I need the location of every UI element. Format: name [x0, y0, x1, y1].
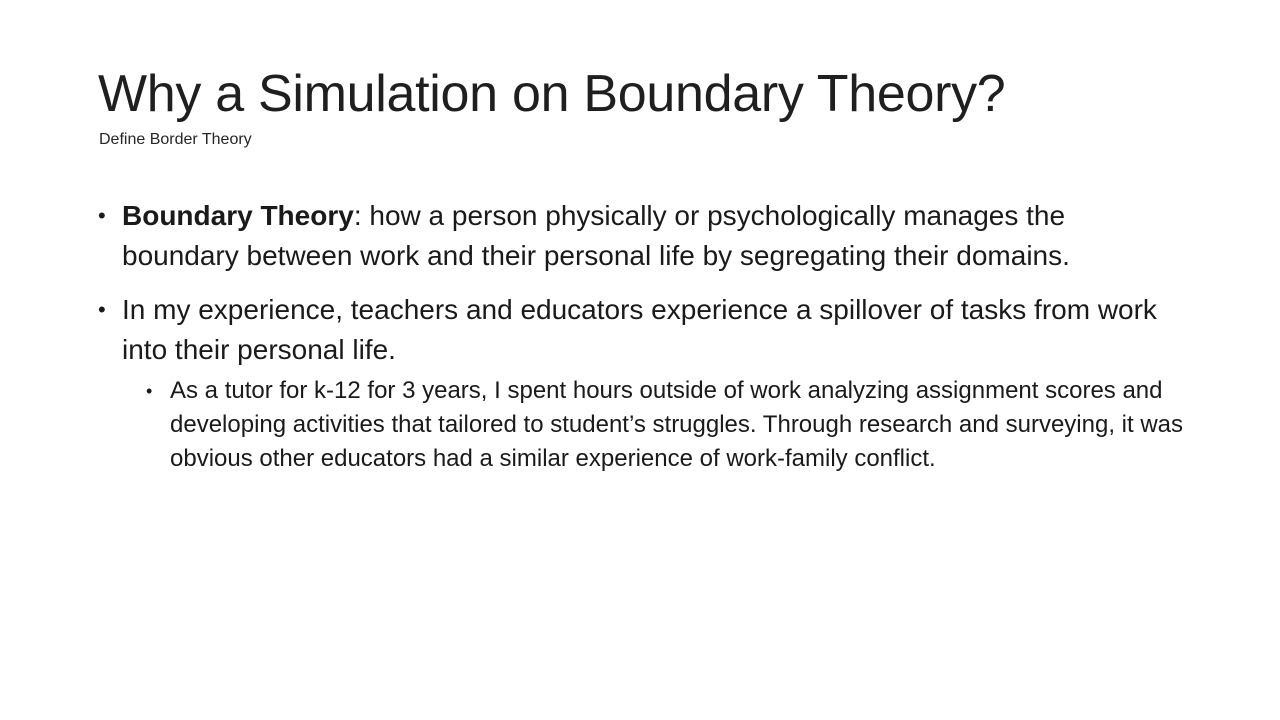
slide-title: Why a Simulation on Boundary Theory? — [98, 65, 1006, 123]
bullet-dot-icon: • — [98, 297, 106, 322]
bullet-text: In my experience, teachers and educators experience a spillover of tasks from work into their personal life. — [122, 294, 1157, 365]
slide-subtitle: Define Border Theory — [99, 131, 252, 148]
sub-bullet-dot-icon: • — [146, 381, 153, 401]
bullet-dot-icon: • — [98, 203, 106, 228]
bullet-boundary-theory — [98, 196, 1188, 276]
sub-bullet-text: As a tutor for k-12 for 3 years, I spent hours outside of work analyzing assignment scores and developing activities that tailored to student’s struggles. Through research and surveying, it was obvious other educators had a similar experience of work-family conflict. — [170, 377, 1184, 472]
bullet-experience — [98, 290, 1188, 370]
sub-bullet-tutor — [146, 374, 1188, 476]
bullet-definition: : how a person physically or psychologically manages the boundary between work and their personal life by segregating their domains. — [122, 200, 1070, 271]
bullet-term: Boundary Theory — [122, 200, 354, 231]
slide-body — [98, 196, 1188, 476]
